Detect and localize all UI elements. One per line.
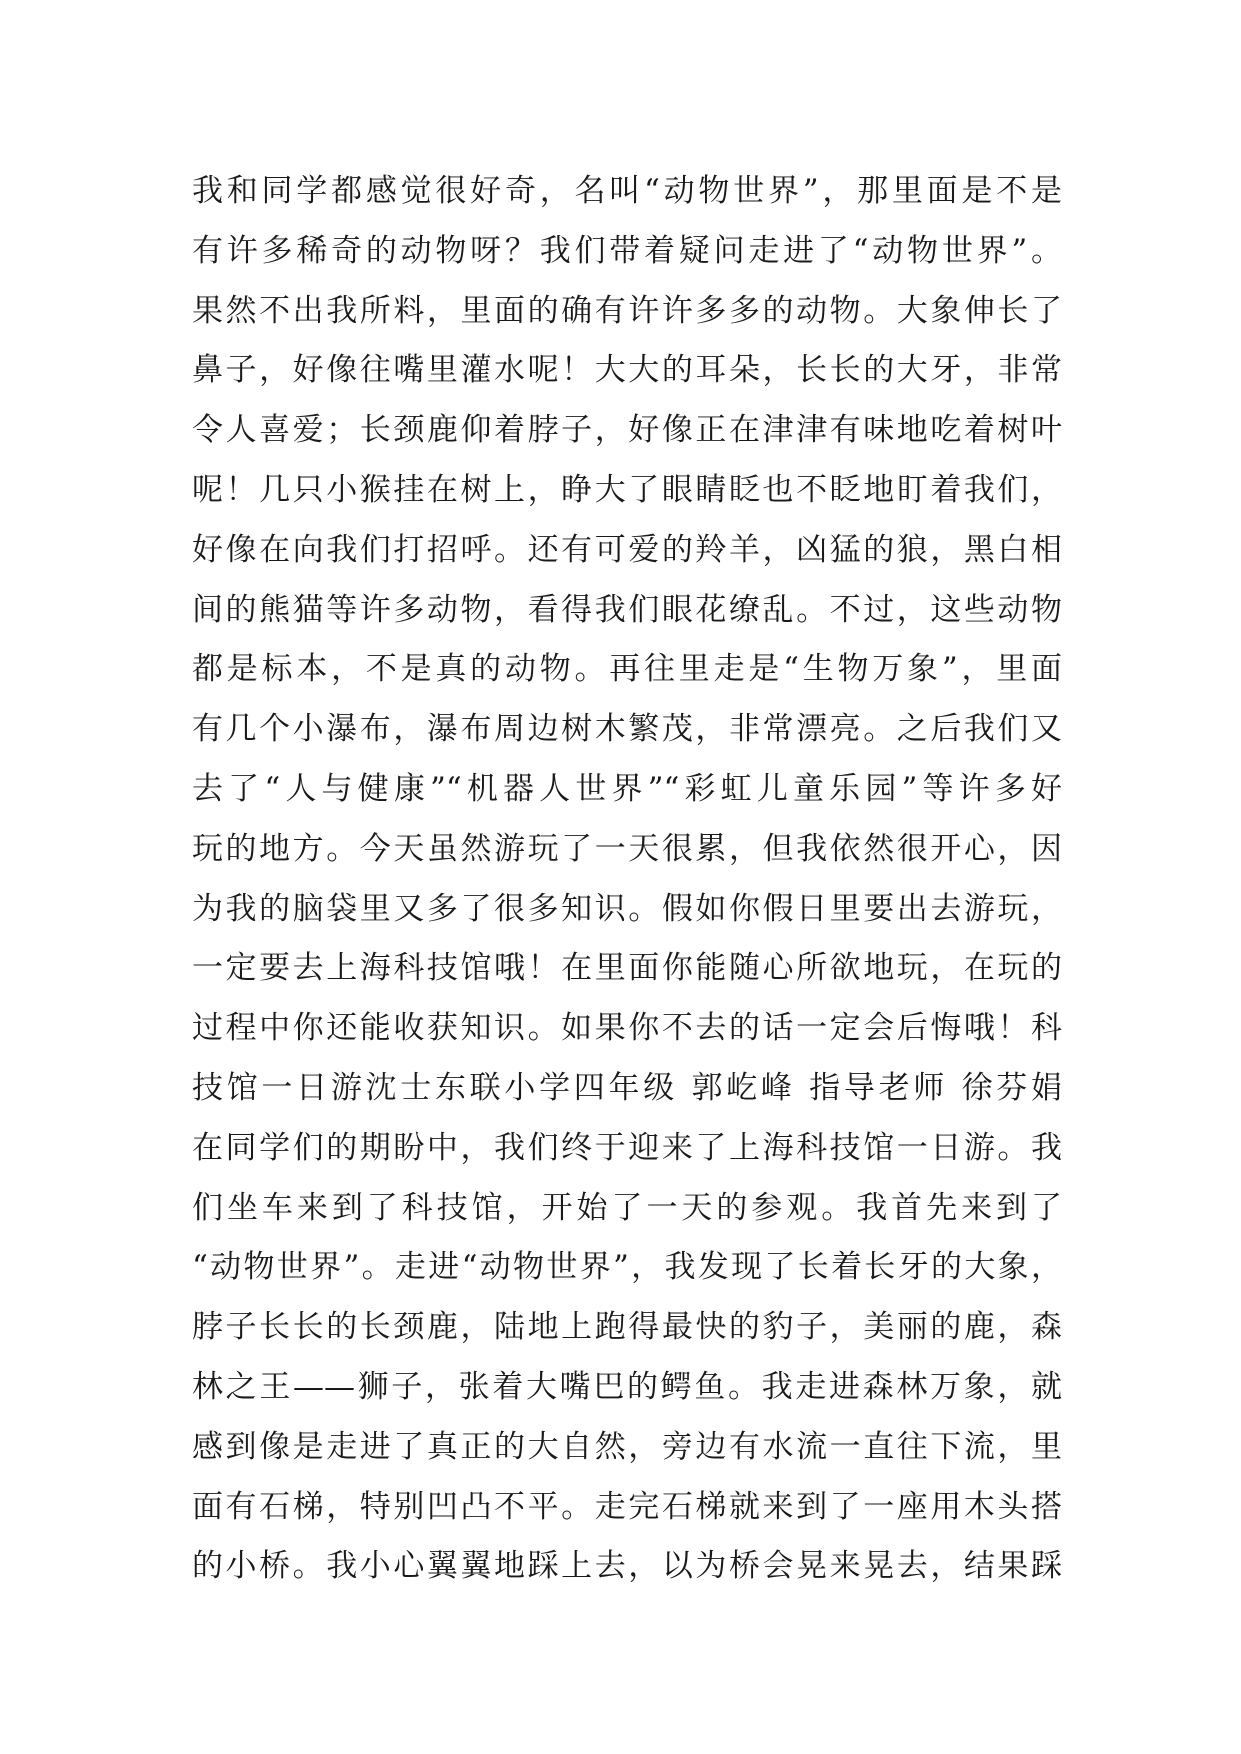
text-line: 呢！几只小猴挂在树上，睁大了眼睛眨也不眨地盯着我们， (192, 471, 1062, 508)
text-line: “动物世界”。走进“动物世界”，我发现了长着长牙的大象， (192, 1249, 1062, 1286)
text-line: 林之王——狮子，张着大嘴巴的鳄鱼。我走进森林万象，就 (192, 1368, 1062, 1405)
text-line: 在同学们的期盼中，我们终于迎来了上海科技馆一日游。我 (192, 1129, 1062, 1166)
text-line: 一定要去上海科技馆哦！在里面你能随心所欲地玩，在玩的 (192, 950, 1062, 987)
text-line: 鼻子，好像往嘴里灌水呢！大大的耳朵，长长的大牙，非常 (192, 352, 1062, 389)
text-line: 有几个小瀑布，瀑布周边树木繁茂，非常漂亮。之后我们又 (192, 711, 1062, 748)
body-text (192, 162, 1062, 1597)
text-line: 们坐车来到了科技馆，开始了一天的参观。我首先来到了 (192, 1189, 1062, 1226)
text-line: 面有石梯，特别凹凸不平。走完石梯就来到了一座用木头搭 (192, 1488, 1062, 1525)
text-line: 果然不出我所料，里面的确有许许多多的动物。大象伸长了 (192, 292, 1062, 329)
text-line: 玩的地方。今天虽然游玩了一天很累，但我依然很开心，因 (192, 830, 1062, 867)
text-line: 去了“人与健康”“机器人世界”“彩虹儿童乐园”等许多好 (192, 770, 1062, 807)
text-line: 技馆一日游沈士东联小学四年级 郭屹峰 指导老师 徐芬娟 (192, 1069, 1062, 1106)
text-line: 感到像是走进了真正的大自然，旁边有水流一直往下流，里 (192, 1428, 1062, 1465)
text-line: 都是标本，不是真的动物。再往里走是“生物万象”，里面 (192, 651, 1062, 688)
text-line: 间的熊猫等许多动物，看得我们眼花缭乱。不过，这些动物 (192, 591, 1062, 628)
text-line: 有许多稀奇的动物呀？我们带着疑问走进了“动物世界”。 (192, 232, 1062, 269)
text-line: 过程中你还能收获知识。如果你不去的话一定会后悔哦！科 (192, 1010, 1062, 1047)
text-line: 为我的脑袋里又多了很多知识。假如你假日里要出去游玩， (192, 890, 1062, 927)
text-line: 脖子长长的长颈鹿，陆地上跑得最快的豹子，美丽的鹿，森 (192, 1309, 1062, 1346)
text-line: 令人喜爱；长颈鹿仰着脖子，好像正在津津有味地吃着树叶 (192, 412, 1062, 449)
text-line: 的小桥。我小心翼翼地踩上去，以为桥会晃来晃去，结果踩 (192, 1548, 1062, 1585)
text-line: 好像在向我们打招呼。还有可爱的羚羊，凶猛的狼，黑白相 (192, 531, 1062, 568)
text-line: 我和同学都感觉很好奇，名叫“动物世界”，那里面是不是 (192, 173, 1062, 209)
